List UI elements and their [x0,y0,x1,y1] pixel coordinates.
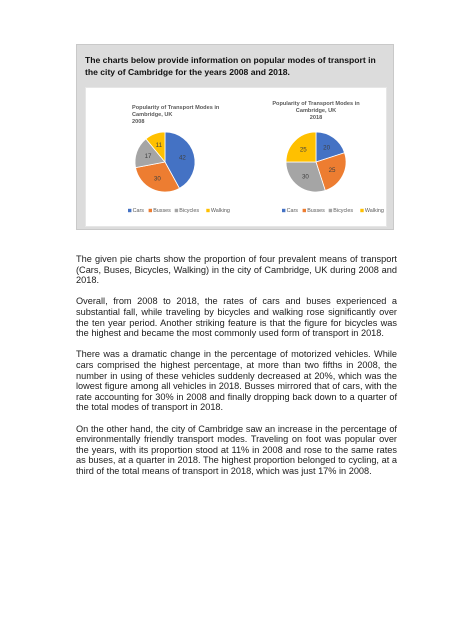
legend-label-cars: Cars [286,208,298,214]
pie-data-label: 30 [301,173,309,181]
pie-data-label: 17 [144,152,152,160]
legend-label-bicycles: Bicycles [333,208,354,214]
article-body [76,254,397,487]
legend-swatch-walking [360,209,363,212]
article-paragraph-4: On the other hand, the city of Cambridge saw an increase in the percentage of environmentally friendly transport modes. Traveling on foot was popular over the years, with its proportion stood at 11% in 2008 and rose to the same rates as buses, at a quarter in 2018. The highest proportion belonged to cycling, at a third of the total means of transport in 2018, which was just 17% in 2008. [76,423,397,476]
legend-swatch-walking [206,209,209,212]
pie-charts [86,88,388,228]
legend-label-walking: Walking [364,208,384,214]
chart-title-line: Cambridge, UK [295,108,337,114]
chart-panel [85,87,387,227]
legend-label-busses: Busses [153,208,171,214]
legend-label-walking: Walking [210,208,230,214]
chart-title-line: Popularity of Transport Modes in [132,105,220,111]
pie-data-label: 20 [323,144,331,152]
legend-swatch-busses [149,209,152,212]
legend-swatch-cars [282,209,285,212]
pie-data-label: 42 [178,154,186,162]
legend-swatch-bicycles [329,209,332,212]
pie-chart-1 [128,105,230,214]
legend-label-busses: Busses [307,208,325,214]
chart-title-line: Popularity of Transport Modes in [272,101,360,107]
pie-data-label: 25 [328,167,336,175]
figure-caption: The charts below provide information on popular modes of transport in the city of Cambridge for the years 2008 and 2018. [85,55,376,77]
pie-chart-2 [272,101,384,214]
chart-title-line: 2008 [132,119,145,125]
pie-data-label: 11 [155,142,163,150]
legend-label-cars: Cars [132,208,144,214]
chart-title-line: 2018 [309,115,323,121]
article-paragraph-3: There was a dramatic change in the percentage of motorized vehicles. While cars comprised the highest percentage, at more than two fifths in 2008, the number in using of these vehicles suddenly decreased at 20%, which was the lowest figure among all vehicles in 2018. Busses mirrored that of cars, with the rate accounting for 30% in 2008 and finally dropping back down to a quarter of the total modes of transport in 2018. [76,349,397,413]
pie-data-label: 25 [299,146,307,154]
article-paragraph-2: Overall, from 2008 to 2018, the rates of cars and buses experienced a substantial fall, while traveling by bicycles and walking rose significantly over the ten year period. Another striking feature is that the figure for bicycles was the highest and became the most commonly used form of transport in 2018. [76,296,397,339]
legend-label-bicycles: Bicycles [179,208,200,214]
legend-swatch-cars [128,209,131,212]
legend-swatch-bicycles [175,209,178,212]
chart-title-line: Cambridge, UK [132,112,173,118]
legend-swatch-busses [303,209,306,212]
pie-data-label: 30 [153,175,161,183]
figure-box [76,44,394,230]
article-paragraph-1: The given pie charts show the proportion of four prevalent means of transport (Cars, Buses, Bicycles, Walking) in the city of Cambridge, UK during 2008 and 2018. [76,254,397,286]
